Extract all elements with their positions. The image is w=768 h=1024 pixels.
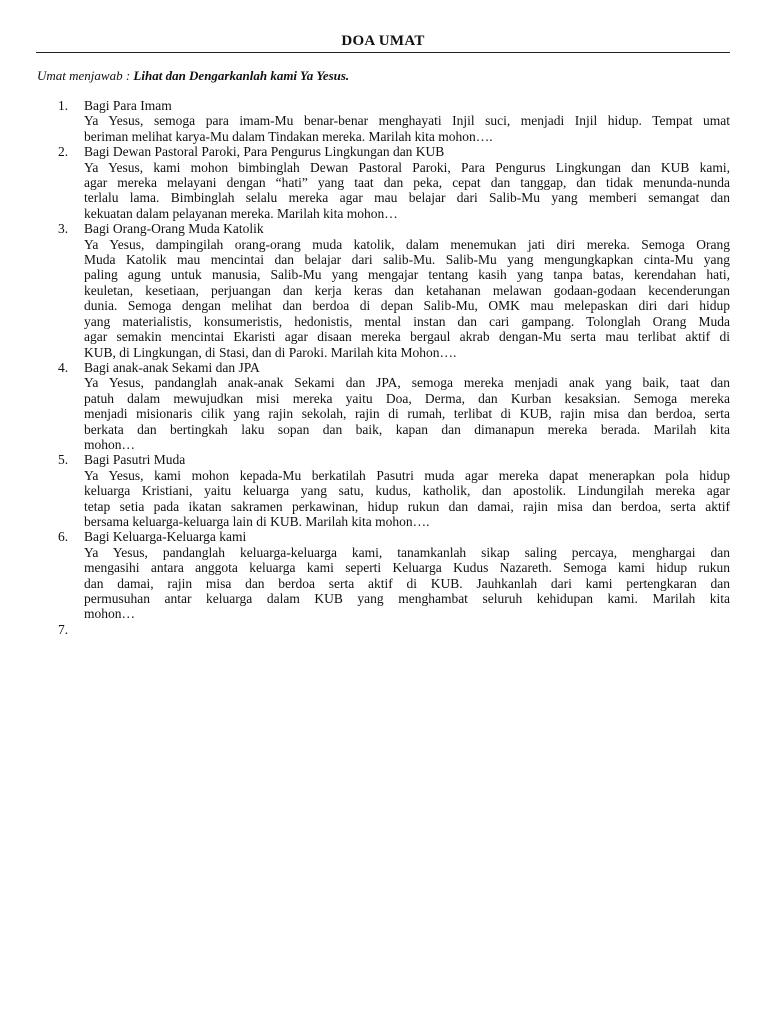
prayer-text-line: menjadi misionaris cilik yang rajin sekolah, rajin di rumah, terlibat di KUB, rajin misa dan berdoa, serta <box>84 406 730 422</box>
prayer-item <box>0 360 768 452</box>
prayer-item-number: 6. <box>58 529 69 545</box>
prayer-item-text <box>84 545 730 622</box>
prayer-text-line: Ya Yesus, kami mohon kepada-Mu berkatilah Pasutri muda agar mereka dapat menerapkan pola hidup <box>84 467 730 483</box>
prayer-text-line: yang materialistis, konsumeristis, hedonistis, mental instan dan cari gampang. Tolonglah Orang Muda <box>84 313 730 329</box>
prayer-item <box>0 98 768 144</box>
prayer-text-line: Ya Yesus, dampingilah orang-orang muda katolik, dalam menemukan jati diri mereka. Semoga Orang <box>84 236 730 252</box>
prayer-text-line: Ya Yesus, kami mohon bimbinglah Dewan Pastoral Paroki, Para Pengurus Lingkungan dan KUB kami, <box>84 159 730 175</box>
response-lead: Umat menjawab : <box>37 68 134 83</box>
prayer-text-line: Muda Katolik mau mencintai dan belajar dari salib-Mu. Salib-Mu yang mengungkapkan cinta-Mu yang <box>84 252 730 268</box>
prayer-item-number: 7. <box>58 621 69 637</box>
prayer-item-number: 5. <box>58 452 69 468</box>
response-answer: Lihat dan Dengarkanlah kami Ya Yesus. <box>133 68 350 83</box>
prayer-item <box>0 622 768 637</box>
document-title: DOA UMAT <box>341 33 425 49</box>
prayer-text-line: Ya Yesus, semoga para imam-Mu benar-benar menghayati Injil suci, menjadi Injil hidup. Tempat umat <box>84 113 730 129</box>
prayer-text-line: Ya Yesus, pandanglah anak-anak Sekami dan JPA, semoga mereka menjadi anak yang baik, taat dan <box>84 375 730 391</box>
prayer-item-heading: Bagi Dewan Pastoral Paroki, Para Pengurus Lingkungan dan KUB <box>84 144 445 160</box>
prayer-item-number: 1. <box>58 98 69 113</box>
prayer-text-line: berkata dan bertingkah laku sopan dan baik, kapan dan dimanapun mereka berada. Marilah kita <box>84 421 730 437</box>
prayer-text-line: keluarga Kristiani, yaitu keluarga yang satu, kudus, katholik, dan apostolik. Lindungilah mereka agar <box>84 483 730 499</box>
prayer-item-heading: Bagi anak-anak Sekami dan JPA <box>84 359 260 375</box>
prayer-item-text <box>84 160 730 222</box>
prayer-list <box>0 98 768 637</box>
prayer-item-heading: Bagi Para Imam <box>84 98 172 113</box>
prayer-text-line: beriman melihat karya-Mu dalam Tindakan mereka. Marilah kita mohon…. <box>84 128 493 144</box>
prayer-item-heading: Bagi Pasutri Muda <box>84 452 186 468</box>
prayer-text-line: mengasihi antara anggota keluarga kami seperti Keluarga Kudus Nazareth. Semoga kami hidup rukun <box>84 560 730 576</box>
congregation-response <box>37 68 349 83</box>
prayer-text-line: patuh dalam mewujudkan misi mereka yaitu Doa, Derma, dan Kurban kesaksian. Semoga mereka <box>84 390 730 406</box>
prayer-item-heading <box>84 622 730 637</box>
prayer-item-number: 2. <box>58 144 69 160</box>
prayer-item <box>0 452 768 529</box>
prayer-text-line: kekuatan dalam pelayanan mereka. Marilah kita mohon… <box>84 205 398 221</box>
prayer-item <box>0 529 768 621</box>
prayer-item-text <box>84 237 730 360</box>
prayer-item-heading: Bagi Keluarga-Keluarga kami <box>84 529 247 545</box>
prayer-text-line: terlalu lama. Bimbinglah selalu mereka agar mau belajar dari Salib-Mu yang memberi semangat dan <box>84 190 730 206</box>
prayer-text-line: dunia. Semoga dengan melihat dan berdoa di depan Salib-Mu, OMK mau melepaskan diri dari hidup <box>84 298 730 314</box>
prayer-item-number: 4. <box>58 359 69 375</box>
prayer-text-line: Ya Yesus, pandanglah keluarga-keluarga kami, tanamkanlah sikap saling percaya, menghargai dan <box>84 544 730 560</box>
prayer-text-line: keuletan, kesetiaan, perjuangan dan kerja keras dan ketahanan melawan godaan-godaan kecenderungan <box>84 282 730 298</box>
prayer-text-line: tetap setia pada ikatan sakramen perkawinan, hidup rukun dan damai, rajin misa dan berdoa, serta aktif <box>84 498 730 514</box>
prayer-item-text <box>84 113 730 144</box>
prayer-text-line: dan damai, rajin misa dan berdoa serta aktif di KUB. Jauhkanlah dari kami pertengkaran dan <box>84 575 730 591</box>
prayer-text-line: mohon… <box>84 606 136 622</box>
prayer-text-line: paling agung untuk manusia, Salib-Mu yang mengajar tentang kasih yang tanpa batas, kerendahan hati, <box>84 267 730 283</box>
prayer-text-line: permusuhan antar keluarga dalam KUB yang menghambat seluruh kehidupan kami. Marilah kita <box>84 591 730 606</box>
prayer-item-text <box>84 375 730 452</box>
prayer-item-heading: Bagi Orang-Orang Muda Katolik <box>84 221 264 237</box>
title-rule <box>36 52 730 53</box>
prayer-text-line: mohon… <box>84 436 136 452</box>
prayer-item-text <box>84 468 730 530</box>
prayer-item-number: 3. <box>58 221 69 237</box>
prayer-text-line: bersama keluarga-keluarga lain di KUB. Marilah kita mohon…. <box>84 513 430 529</box>
prayer-item <box>0 221 768 360</box>
prayer-text-line: agar mereka melayani dengan “hati” yang taat dan peka, cepat dan tanggap, dan tidak menunda-nunda <box>84 175 730 191</box>
prayer-item <box>0 144 768 221</box>
prayer-text-line: agar semakin mencintai Ekaristi agar disaan mereka bergaul akrab dengan-Mu serta mau terlibat aktif di <box>84 329 730 345</box>
prayer-text-line: KUB, di Lingkungan, di Stasi, dan di Paroki. Marilah kita Mohon…. <box>84 344 457 360</box>
